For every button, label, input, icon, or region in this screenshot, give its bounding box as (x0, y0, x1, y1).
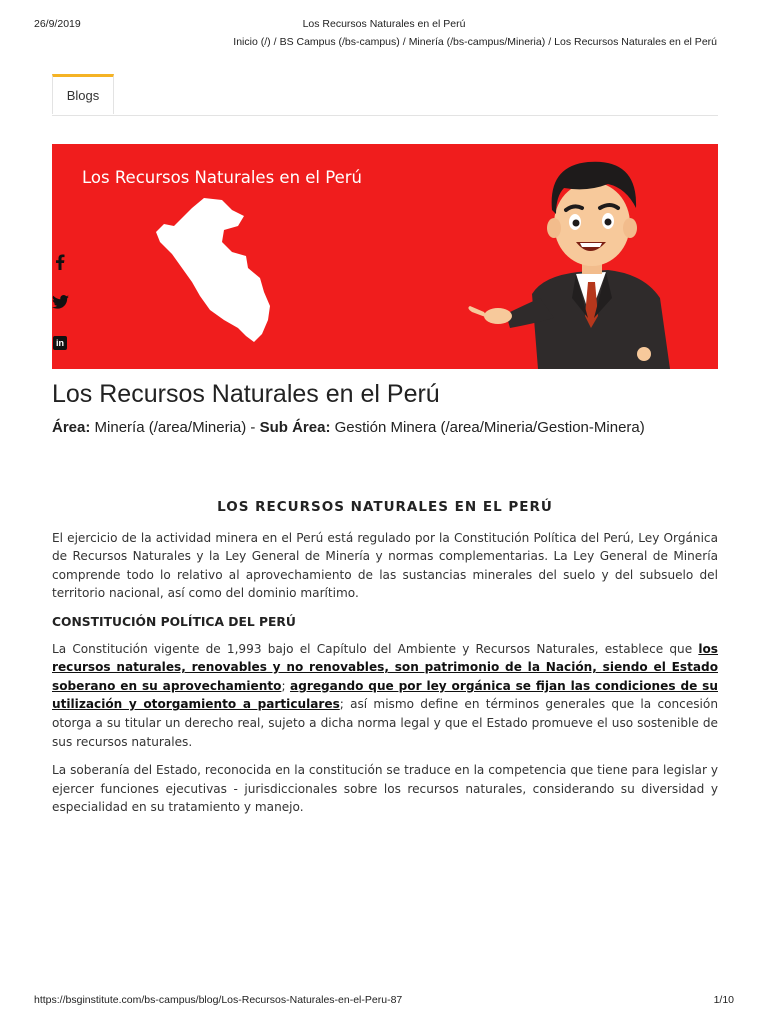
facebook-icon (55, 254, 65, 270)
subheading-constitucion: CONSTITUCIÓN POLÍTICA DEL PERÚ (52, 614, 296, 629)
peru-map-icon (152, 196, 282, 346)
subarea-label: Sub Área: (259, 419, 331, 436)
twitter-share-button[interactable] (50, 292, 70, 312)
p2-text-before: La Constitución vigente de 1,993 bajo el Capítulo del Ambiente y Recursos Naturales, establece que (52, 641, 699, 656)
breadcrumb-separator: / (548, 36, 552, 48)
breadcrumb-separator: / (402, 36, 406, 48)
tab-blogs[interactable]: Blogs (52, 74, 114, 114)
print-title: Los Recursos Naturales en el Perú (302, 18, 466, 30)
area-link[interactable]: Minería (/area/Mineria) (94, 419, 247, 436)
p2-text-mid: ; (281, 678, 291, 693)
paragraph-3: La soberanía del Estado, reconocida en la constitución se traduce en la competencia que tiene para legislar y ejercer funciones ejecutivas - jurisdiccionales sobre los recursos naturales, considerando su diversidad y especialidad en su tratamiento y manejo. (52, 763, 718, 815)
cartoon-presenter-illustration (448, 148, 688, 369)
paragraph-2 (52, 640, 718, 752)
page-title: Los Recursos Naturales en el Perú (52, 380, 440, 408)
banner-title: Los Recursos Naturales en el Perú (82, 168, 363, 187)
area-dash: - (250, 419, 256, 436)
breadcrumb-item-mineria[interactable]: Minería (/bs-campus/Mineria) (408, 36, 546, 48)
print-url: https://bsginstitute.com/bs-campus/blog/Los-Recursos-Naturales-en-el-Peru-87 (34, 994, 403, 1006)
breadcrumb-item-inicio[interactable]: Inicio (/) (233, 36, 271, 48)
page-number: 1/10 (713, 994, 734, 1006)
hero-banner (52, 144, 718, 369)
tab-bar (52, 74, 718, 116)
article-content (52, 498, 718, 827)
breadcrumb-item-bs-campus[interactable]: BS Campus (/bs-campus) (279, 36, 400, 48)
p2-underline-2: agregando que por ley orgánica se fijan las condiciones de su utilización y otorgamiento a particulares (52, 678, 718, 712)
area-label: Área: (52, 419, 91, 436)
print-header (34, 18, 734, 32)
p2-underline-1: los recursos naturales, renovables y no renovables, son patrimonio de la Nación, siendo el Estado soberano en su aprovechamiento (52, 641, 718, 693)
linkedin-share-button[interactable] (50, 333, 70, 353)
paragraph-1: El ejercicio de la actividad minera en el Perú está regulado por la Constitución Política del Perú, Ley Orgánica de Recursos Naturales y la Ley General de Minería y normas complementarias. La Ley General de Minería comprende todo lo relativo al aprovechamiento de las sustancias minerales del suelo y del subsuelo del territorio nacional, así como del dominio marítimo. (52, 530, 718, 601)
breadcrumb-separator: / (273, 36, 277, 48)
subarea-link[interactable]: Gestión Minera (/area/Mineria/Gestion-Minera) (334, 419, 645, 436)
article-heading: LOS RECURSOS NATURALES EN EL PERÚ (217, 499, 553, 515)
linkedin-icon: in (53, 336, 67, 350)
facebook-share-button[interactable] (50, 252, 70, 272)
breadcrumb (233, 36, 717, 48)
print-footer (34, 994, 734, 1008)
breadcrumb-item-current: Los Recursos Naturales en el Perú (554, 36, 717, 48)
print-date: 26/9/2019 (34, 18, 81, 30)
twitter-icon (52, 295, 69, 309)
area-line (52, 419, 645, 436)
p2-text-after: ; así mismo define en términos generales que la concesión otorga a su titular un derecho real, sujeto a dicha norma legal y que el Estado promueve el uso sostenible de sus recursos naturales. (52, 697, 718, 749)
